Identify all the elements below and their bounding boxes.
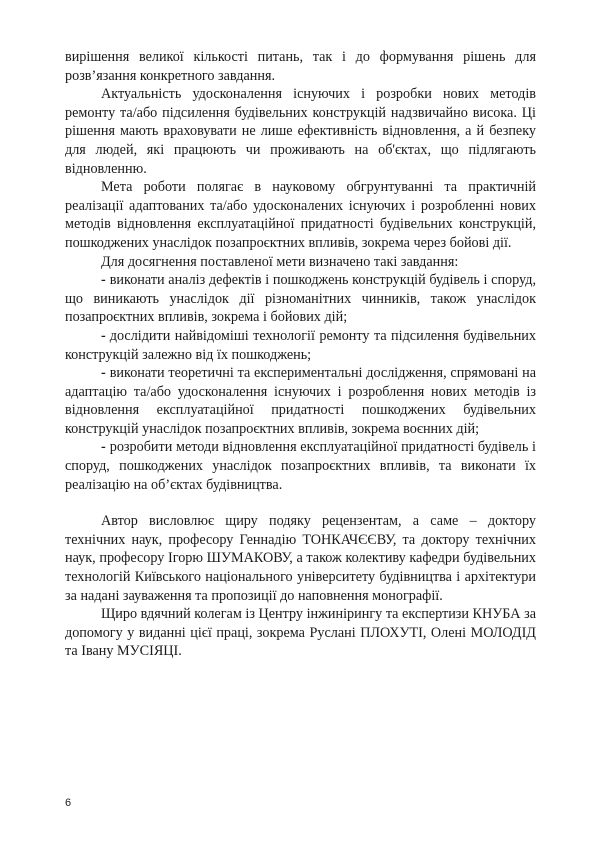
section-spacer <box>65 494 536 512</box>
task-item <box>65 364 536 438</box>
paragraph-tasks-intro: Для досягнення поставленої мети визначено такі завдання: <box>101 253 459 270</box>
paragraph-acknowledgement-reviewers: Автор висловлює щиру подяку рецензентам, а саме – доктору технічних наук, професору Геннадію ТОНКАЧЄЄВУ, та доктору технічних наук, професору Ігорю ШУМАКОВУ, а також колективу кафедри будівельних технологій Київського національного університету будівництва і архітектури за надані зауваження та пропозиції до наповнення монографії. <box>65 513 536 604</box>
task-text: розробити методи відновлення експлуатаційної придатності будівель і споруд, пошкоджених унаслідок позапроєктних впливів, та виконати їх реалізацію на об’єктах будівництва. <box>65 439 536 493</box>
task-dash: - <box>101 272 106 289</box>
task-text: дослідити найвідоміші технології ремонту та підсилення будівельних конструкцій залежно від їх пошкоджень; <box>65 327 536 363</box>
task-item <box>65 271 536 327</box>
paragraph-goal: Мета роботи полягає в науковому обгрунтуванні та практичній реалізації адаптованих та/або удосконалених існуючих і розробленні нових методів відновлення експлуатаційної придатності будівельних конструкцій, пошкоджених унаслідок позапроєктних впливів, зокрема через бойові дії. <box>65 179 536 251</box>
task-dash: - <box>101 365 106 382</box>
task-item <box>65 438 536 494</box>
paragraph-continuation: вирішення великої кількості питань, так і до формування рішень для розв’язання конкретного завдання. <box>65 49 536 84</box>
page-number: 6 <box>65 797 72 809</box>
page-body <box>65 48 536 661</box>
task-text: виконати аналіз дефектів і пошкоджень конструкцій будівель і споруд, що виникають унаслідок дії різноманітних чинників, також унаслідок позапроєктних впливів, зокрема і бойових дій; <box>65 272 536 326</box>
paragraph-relevance: Актуальність удосконалення існуючих і розробки нових методів ремонту та/або підсилення будівельних конструкцій надзвичайно висока. Ці рішення мають враховувати не лише ефективність відновлення, а й безпеку для людей, які працюють чи проживають на об'єктах, що підлягають відновленню. <box>65 86 536 177</box>
task-dash: - <box>101 439 106 456</box>
task-dash: - <box>101 327 106 344</box>
paragraph-acknowledgement-colleagues: Щиро вдячний колегам із Центру інжинірингу та експертизи КНУБА за допомогу у виданні цієї праці, зокрема Руслані ПЛОХУТІ, Олені МОЛОДІД та Івану МУСІЯЦІ. <box>65 606 536 660</box>
task-item <box>65 327 536 364</box>
task-text: виконати теоретичні та експериментальні дослідження, спрямовані на адаптацію та/або удосконалення існуючих і розроблення нових методів із відновлення експлуатаційної придатності пошкоджених будівельних конструкцій унаслідок позапроєктних впливів, зокрема воєнних дій; <box>65 365 536 437</box>
